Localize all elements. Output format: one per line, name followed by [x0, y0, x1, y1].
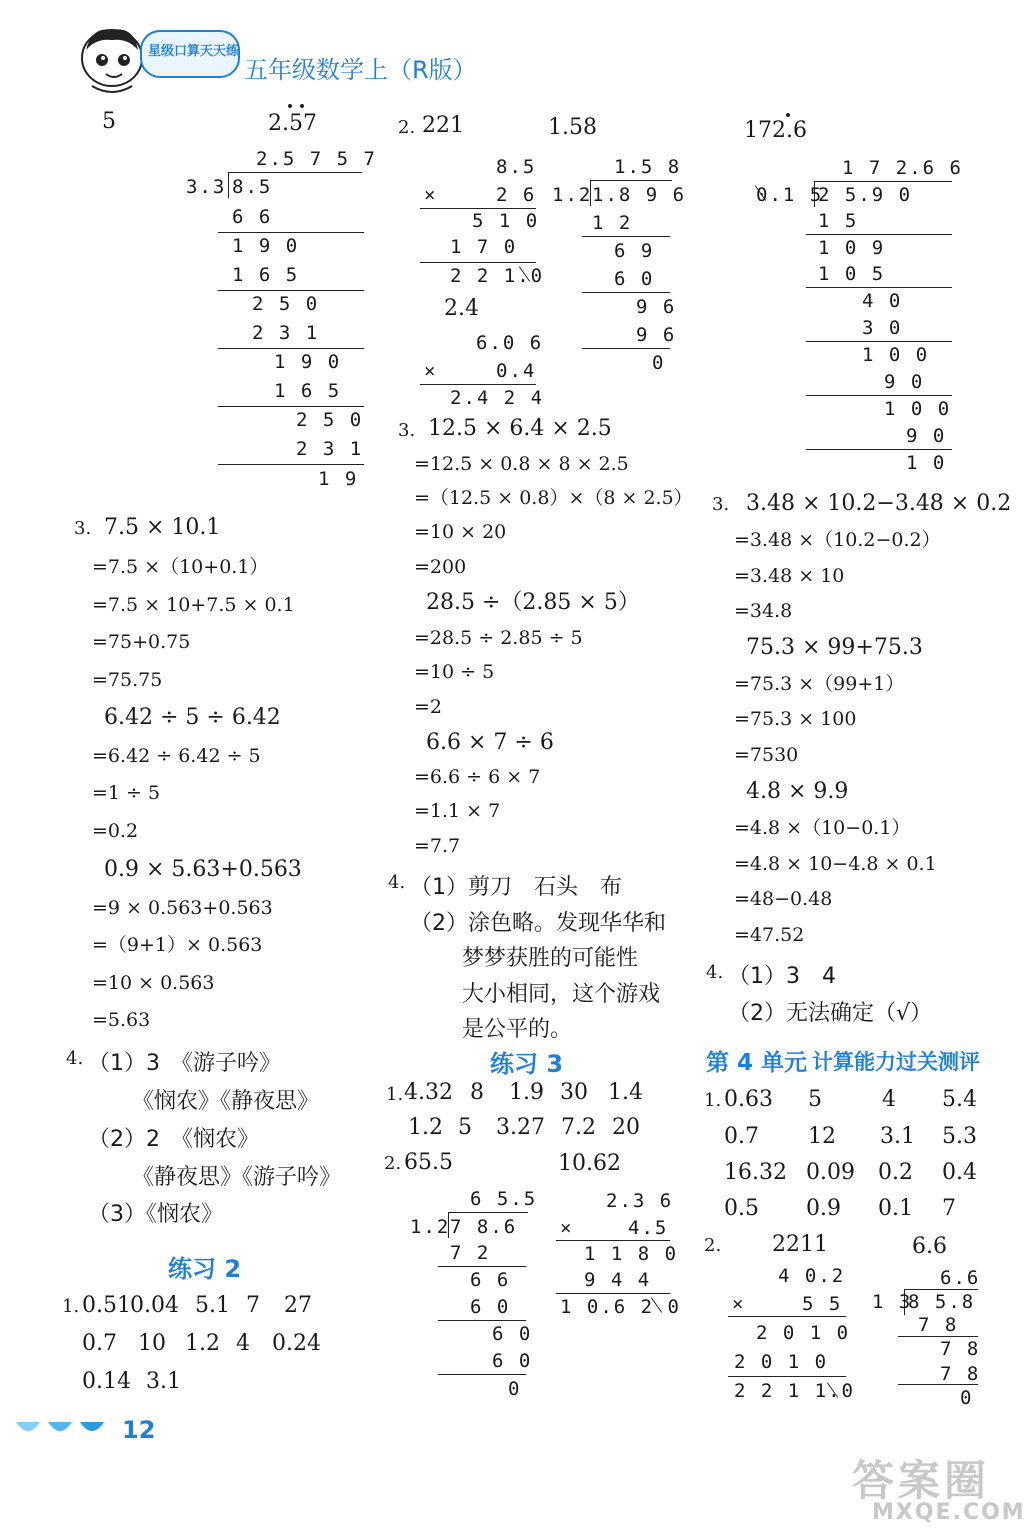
answer: 1.9 — [509, 1080, 544, 1105]
q3c-line: =47.52 — [734, 924, 805, 946]
logo-text: 星级口算天天练 — [148, 44, 240, 59]
q3a-line: =200 — [414, 556, 467, 578]
q3c-line: =4.8 × 10−4.8 × 0.1 — [734, 853, 937, 875]
q4-line: （2）无法确定（√） — [728, 1001, 933, 1026]
q3b-line: 28.5 ÷（2.85 × 5） — [426, 590, 640, 615]
answer: 0.09 — [806, 1160, 855, 1185]
answer: 0.5 — [724, 1196, 759, 1221]
q3b-line: =1 ÷ 5 — [92, 782, 161, 804]
u2-answer: 2211 — [772, 1232, 828, 1257]
q3c-line: 4.8 × 9.9 — [746, 779, 849, 804]
q3c-line: =5.63 — [92, 1009, 151, 1031]
answer: 0.9 — [806, 1196, 841, 1221]
q3c-line: =10 × 0.563 — [92, 972, 215, 994]
q2-number: 2. — [398, 117, 416, 138]
q3c-line: =（9+1）× 0.563 — [92, 934, 263, 956]
q3a-line: 7.5 × 10.1 — [104, 515, 221, 540]
q4-line: （1）3 《游子吟》 — [88, 1051, 281, 1076]
section-title-practice-3: 练习 3 — [490, 1050, 564, 1078]
unit-title-text: 计算能力过关测评 — [812, 1050, 980, 1074]
answer: 0.7 — [82, 1331, 117, 1356]
answer: 0.04 — [130, 1293, 179, 1318]
q3b-line: =2 — [414, 696, 443, 718]
answer: 5.3 — [942, 1124, 977, 1149]
q3a-line: =34.8 — [734, 600, 793, 622]
q3c-line: =7.7 — [414, 835, 461, 857]
section-title-practice-2: 练习 2 — [168, 1255, 242, 1283]
answer: 1.4 — [608, 1080, 643, 1105]
logo-badge — [140, 30, 240, 78]
u2-number: 2. — [704, 1235, 722, 1256]
q4-number: 4. — [388, 872, 406, 893]
q3a-line: =3.48 × 10 — [734, 565, 845, 587]
answer: 0.7 — [724, 1124, 759, 1149]
q3c-line: =48−0.48 — [734, 888, 833, 910]
q5-answer: 2.57 — [268, 111, 317, 136]
answer: 4 — [882, 1087, 896, 1112]
watermark-line-1: 答案圈 — [852, 1456, 991, 1505]
answer: 7 — [246, 1293, 260, 1318]
answer: 3.1 — [880, 1124, 915, 1149]
q3c-line: =6.6 ÷ 6 × 7 — [414, 766, 541, 788]
answer: 5.4 — [942, 1087, 977, 1112]
q2-answer: 221 — [422, 113, 464, 138]
q3a-line: =7.5 ×（10+0.1） — [92, 556, 269, 578]
q4-line: （1）剪刀 石头 布 — [410, 875, 622, 900]
q4-number: 4. — [66, 1048, 84, 1069]
answer: 0.14 — [82, 1369, 131, 1394]
q3a-line: =75+0.75 — [92, 631, 191, 653]
answer: 1.2 — [185, 1331, 220, 1356]
answer: 3.27 — [496, 1115, 545, 1140]
q3c-line: =9 × 0.563+0.563 — [92, 897, 273, 919]
q3b-line: =0.2 — [92, 820, 139, 842]
q3b-line: =10 ÷ 5 — [414, 661, 495, 683]
q3a-line: =10 × 20 — [414, 521, 507, 543]
answer: 16.32 — [724, 1160, 787, 1185]
q3a-line: =7.5 × 10+7.5 × 0.1 — [92, 594, 295, 616]
q3c-line: 0.9 × 5.63+0.563 — [104, 857, 302, 882]
q3a-line: =3.48 ×（10.2−0.2） — [734, 529, 941, 551]
answer: 7.2 — [561, 1115, 596, 1140]
page-decoration-icon — [14, 1418, 118, 1442]
answer: 4 — [236, 1331, 250, 1356]
q-answer: 172.6 — [744, 118, 807, 143]
page-number: 12 — [122, 1416, 156, 1444]
answer: 0.1 — [878, 1196, 913, 1221]
q3c-line: =4.8 ×（10−0.1） — [734, 817, 911, 839]
q2-answer: 1.58 — [548, 115, 597, 140]
q3a-line: =75.75 — [92, 669, 163, 691]
p3-answer: 65.5 — [404, 1150, 453, 1175]
q5-label: 5 — [102, 109, 116, 134]
p3-answer: 10.62 — [558, 1151, 621, 1176]
q3c-line: 6.6 × 7 ÷ 6 — [426, 730, 554, 755]
q4-line: 梦梦获胜的可能性 — [462, 946, 639, 971]
answer: 7 — [942, 1196, 956, 1221]
q3b-line: =75.3 × 100 — [734, 708, 857, 730]
q3-number: 3. — [712, 494, 730, 515]
q3b-line: =28.5 ÷ 2.85 ÷ 5 — [414, 627, 583, 649]
q4-line: 《静夜思》《游子吟》 — [132, 1165, 342, 1190]
q3a-line: 3.48 × 10.2−3.48 × 0.2 — [746, 491, 1012, 516]
u2-answer: 6.6 — [912, 1234, 947, 1259]
q2-answer: 2.4 — [444, 296, 479, 321]
answer: 5 — [808, 1087, 822, 1112]
q4-line: （3）《悯农》 — [88, 1202, 223, 1227]
answer: 5 — [458, 1115, 472, 1140]
answer: 20 — [612, 1115, 640, 1140]
q3b-line: 6.42 ÷ 5 ÷ 6.42 — [104, 705, 281, 730]
answer: 27 — [284, 1293, 312, 1318]
answer: 8 — [470, 1080, 484, 1105]
q3b-line: 75.3 × 99+75.3 — [746, 635, 923, 660]
p3-1-number: 1. — [386, 1084, 404, 1105]
answer: 0.2 — [878, 1160, 913, 1185]
q3b-line: =7530 — [734, 744, 799, 766]
q4-line: （2）涂色略。发现华华和 — [410, 911, 666, 936]
q3-number: 3. — [398, 420, 416, 441]
answer: 0.51 — [82, 1293, 131, 1318]
answer: 0.63 — [724, 1087, 773, 1112]
p2-number: 1. — [62, 1296, 80, 1317]
answer: 4.32 — [404, 1080, 453, 1105]
q4-line: （1）3 4 — [728, 964, 836, 989]
q4-number: 4. — [706, 962, 724, 983]
book-title: 五年级数学上（R版） — [244, 56, 477, 84]
q3c-line: =1.1 × 7 — [414, 800, 501, 822]
q3-number: 3. — [74, 518, 92, 539]
q4-line: 是公平的。 — [462, 1017, 573, 1042]
q3b-line: =75.3 ×（99+1） — [734, 673, 905, 695]
q3a-line: =（12.5 × 0.8）×（8 × 2.5） — [414, 487, 693, 509]
answer: 3.1 — [146, 1369, 181, 1394]
answer: 0.4 — [942, 1160, 977, 1185]
q3a-line: =12.5 × 0.8 × 8 × 2.5 — [414, 453, 629, 475]
watermark-line-2: MXQE.COM — [872, 1500, 1026, 1525]
answer: 10 — [138, 1331, 166, 1356]
q4-line: 大小相同，这个游戏 — [462, 982, 661, 1007]
q4-line: （2）2 《悯农》 — [88, 1127, 259, 1152]
q3a-line: 12.5 × 6.4 × 2.5 — [428, 416, 612, 441]
answer: 30 — [560, 1080, 588, 1105]
answer: 5.1 — [195, 1293, 230, 1318]
unit-title-prefix: 第 4 单元 — [706, 1050, 808, 1076]
q4-line: 《悯农》《静夜思》 — [132, 1089, 320, 1114]
answer: 12 — [808, 1124, 836, 1149]
u1-number: 1. — [704, 1090, 722, 1111]
answer: 1.2 — [408, 1115, 443, 1140]
answer: 0.24 — [272, 1331, 321, 1356]
p3-2-number: 2. — [384, 1153, 402, 1174]
q3b-line: =6.42 ÷ 6.42 ÷ 5 — [92, 745, 261, 767]
